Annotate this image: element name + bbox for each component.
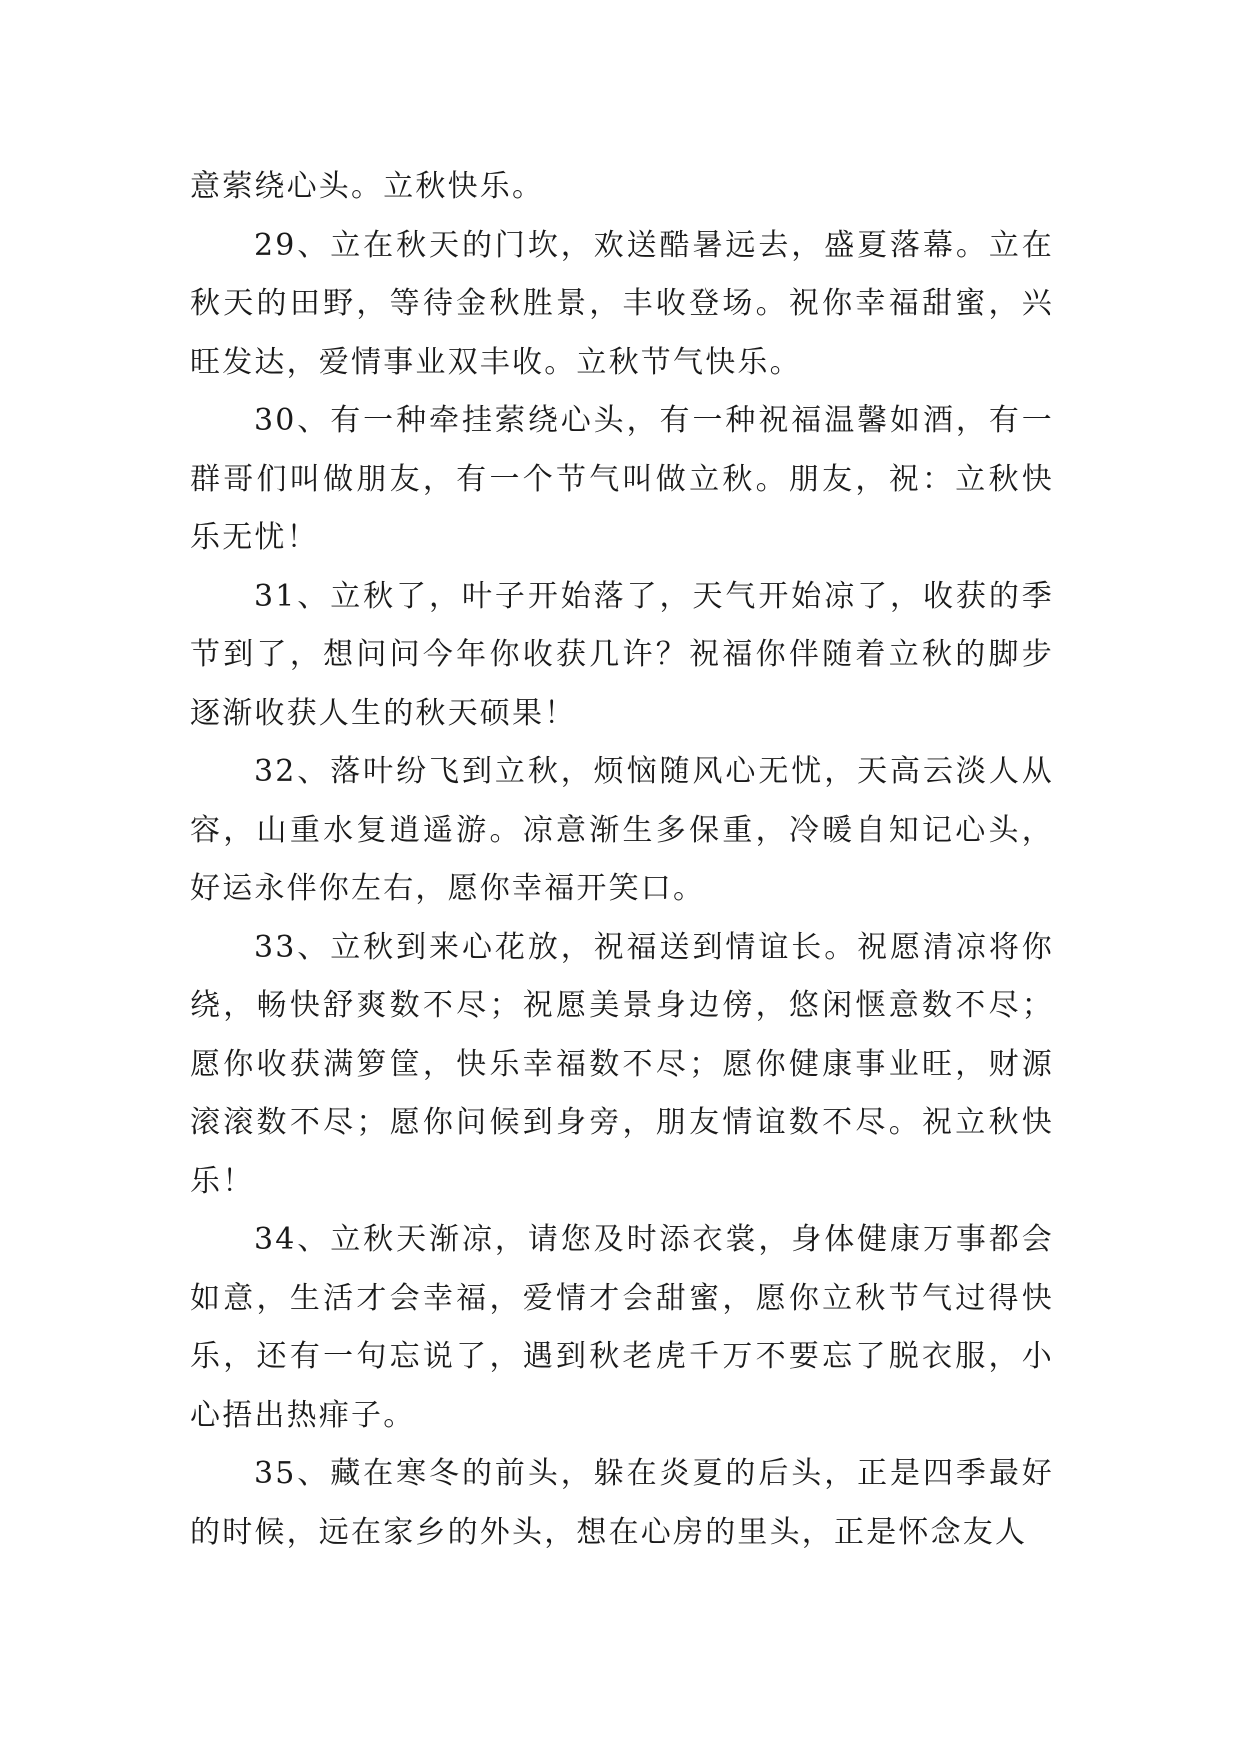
paragraph-34: 34、立秋天渐凉，请您及时添衣裳，身体健康万事都会如意，生活才会幸福，爱情才会甜蜜，愿你立秋节气过得快乐，还有一句忘说了，遇到秋老虎千万不要忘了脱衣服，小心捂出热痱子。 <box>190 1222 1054 1433</box>
paragraph-30: 30、有一种牵挂萦绕心头，有一种祝福温馨如酒，有一群哥们叫做朋友，有一个节气叫做立秋。朋友，祝：立秋快乐无忧！ <box>190 403 1054 555</box>
paragraph-33: 33、立秋到来心花放，祝福送到情谊长。祝愿清凉将你绕，畅快舒爽数不尽；祝愿美景身边傍，悠闲惬意数不尽；愿你收获满箩筐，快乐幸福数不尽；愿你健康事业旺，财源滚滚数不尽；愿你问候到身旁，朋友情谊数不尽。祝立秋快乐！ <box>190 929 1054 1199</box>
paragraph-29: 29、立在秋天的门坎，欢送酷暑远去，盛夏落幕。立在秋天的田野，等待金秋胜景，丰收登场。祝你幸福甜蜜，兴旺发达，爱情事业双丰收。立秋节气快乐。 <box>190 227 1054 380</box>
paragraph-35: 35、藏在寒冬的前头，躲在炎夏的后头，正是四季最好的时候，远在家乡的外头，想在心房的里头，正是怀念友人 <box>190 1456 1054 1550</box>
document-body <box>190 158 1054 1562</box>
paragraph-continuation: 意萦绕心头。立秋快乐。 <box>190 169 545 204</box>
paragraph-31: 31、立秋了，叶子开始落了，天气开始凉了，收获的季节到了，想问问今年你收获几许？祝福你伴随着立秋的脚步逐渐收获人生的秋天硕果！ <box>190 578 1054 731</box>
paragraph-32: 32、落叶纷飞到立秋，烦恼随风心无忧，天高云淡人从容，山重水复逍遥游。凉意渐生多保重，冷暖自知记心头，好运永伴你左右，愿你幸福开笑口。 <box>190 754 1054 906</box>
